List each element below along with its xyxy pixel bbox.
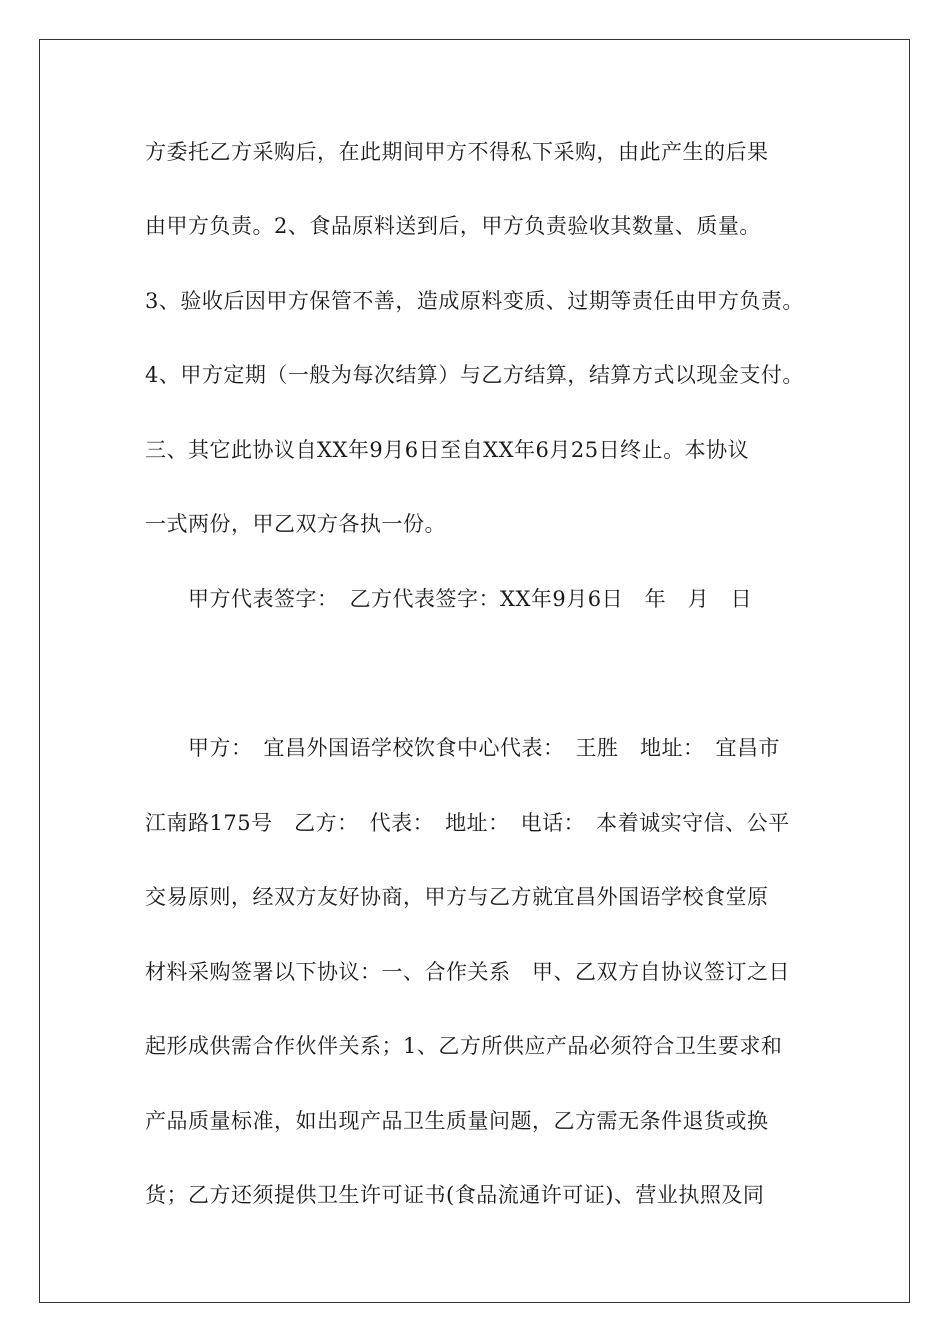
text-line-1: 方委托乙方采购后，在此期间甲方不得私下采购，由此产生的后果 (145, 140, 769, 164)
text-line-10: 交易原则，经双方友好协商，甲方与乙方就宜昌外国语学校食堂原 (145, 885, 769, 909)
signature-line: 甲方代表签字： 乙方代表签字：XX年9月6日 年 月 日 (145, 587, 753, 611)
party-a-line: 甲方： 宜昌外国语学校饮食中心代表： 王胜 地址： 宜昌市 (145, 736, 780, 760)
text-line-6: 一式两份，甲乙双方各执一份。 (145, 512, 446, 536)
text-line-4: 4、甲方定期（一般为每次结算）与乙方结算，结算方式以现金支付。 (145, 363, 804, 387)
text-line-13: 产品质量标准，如出现产品卫生质量问题，乙方需无条件退货或换 (145, 1109, 769, 1133)
text-line-3: 3、验收后因甲方保管不善，造成原料变质、过期等责任由甲方负责。 (145, 289, 804, 313)
text-line-9: 江南路175号 乙方： 代表： 地址： 电话： 本着诚实守信、公平 (145, 811, 790, 835)
text-line-11: 材料采购签署以下协议：一、合作关系 甲、乙双方自协议签订之日 (145, 960, 790, 984)
text-line-12: 起形成供需合作伙伴关系；1、乙方所供应产品必须符合卫生要求和 (145, 1034, 783, 1058)
text-line-5: 三、其它此协议自XX年9月6日至自XX年6月25日终止。本协议 (145, 438, 750, 462)
text-line-2: 由甲方负责。2、食品原料送到后，甲方负责验收其数量、质量。 (145, 214, 761, 238)
text-line-14: 货；乙方还须提供卫生许可证书(食品流通许可证)、营业执照及同 (145, 1183, 765, 1207)
